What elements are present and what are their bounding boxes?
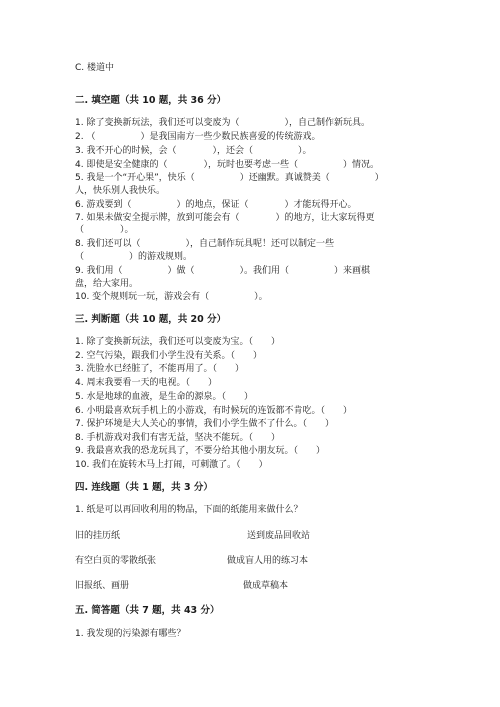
fill-line: 3. 我不开心的时候，会（ ），还会（ ）。 xyxy=(75,146,312,156)
judge-line: 3. 洗脸水已经脏了，不能再用了。（ ） xyxy=(75,364,244,374)
judge-line: 7. 保护环境是大人关心的事情，我们小学生做不了什么。（ ） xyxy=(75,419,334,429)
judge-line: 5. 水是地球的血液，是生命的源泉。（ ） xyxy=(75,392,253,402)
fill-line: 10. 变个规则玩一玩，游戏会有（ ）。 xyxy=(75,292,268,302)
match-right-item: 做成草稿本 xyxy=(243,581,289,591)
match-left-item: 有空白页的零散纸张 xyxy=(75,556,157,566)
fill-line: 人，快乐别人我快乐。 xyxy=(75,186,166,196)
judge-line: 9. 我最喜欢我的恐龙玩具了，不要分给其他小朋友玩。（ ） xyxy=(75,446,325,456)
match-left-item: 旧的挂历纸 xyxy=(75,531,121,541)
fill-line: 6. 游戏要到（ ）的地点，保证（ ）才能玩得开心。 xyxy=(75,200,357,210)
match-right-item: 送到废品回收站 xyxy=(247,531,311,541)
option-c: C. 楼道中 xyxy=(75,63,115,73)
match-right-item: 做成盲人用的练习本 xyxy=(227,556,309,566)
fill-line: 7. 如果未做安全提示牌，放到可能会有（ ）的地方，让大家玩得更 xyxy=(75,213,375,223)
judge-line: 10. 我们在旋转木马上打闹，可刺激了。（ ） xyxy=(75,460,268,470)
fill-line: 5. 我是一个“开心果”，快乐（ ）还幽默。真诚赞美（ ） xyxy=(75,173,384,183)
judge-line: 2. 空气污染，跟我们小学生没有关系。（ ） xyxy=(75,351,262,361)
fill-line: （ ）。 xyxy=(75,225,134,235)
section-3-heading: 三. 判断题（共 10 题，共 20 分） xyxy=(75,314,227,325)
section-4-heading: 四. 连线题（共 1 题，共 3 分） xyxy=(75,482,213,493)
fill-line: （ ）的游戏规则。 xyxy=(75,252,193,262)
section-2-heading: 二. 填空题（共 10 题，共 36 分） xyxy=(75,95,227,106)
judge-line: 4. 周末我要看一天的电视。（ ） xyxy=(75,378,217,388)
fill-line: 盘，给大家用。 xyxy=(75,279,139,289)
matching-question: 1. 纸是可以再回收利用的物品，下面的纸能用来做什么？ xyxy=(75,505,303,515)
fill-line: 2. （ ）是我国南方一些少数民族喜爱的传统游戏。 xyxy=(75,132,321,142)
fill-line: 4. 即使是安全健康的（ ），玩时也要考虑一些（ ）情况。 xyxy=(75,160,379,170)
judge-line: 8. 手机游戏对我们有害无益，坚决不能玩。（ ） xyxy=(75,433,280,443)
fill-line: 9. 我们用（ ）做（ ）。我们用（ ）来画棋 xyxy=(75,266,370,276)
judge-line: 6. 小明最喜欢玩手机上的小游戏，有时候玩的连饭都不肯吃。（ ） xyxy=(75,406,352,416)
section-5-heading: 五. 简答题（共 7 题，共 43 分） xyxy=(75,605,220,616)
judge-line: 1. 除了变换新玩法，我们还可以变废为宝。（ ） xyxy=(75,337,280,347)
fill-line: 1. 除了变换新玩法，我们还可以变废为（ ），自己制作新玩具。 xyxy=(75,118,370,128)
fill-line: 8. 我们还可以（ ），自己制作玩具呢！还可以制定一些 xyxy=(75,239,334,249)
match-left-item: 旧报纸、画册 xyxy=(75,581,130,591)
short-answer-question: 1. 我发现的污染源有哪些？ xyxy=(75,629,186,639)
